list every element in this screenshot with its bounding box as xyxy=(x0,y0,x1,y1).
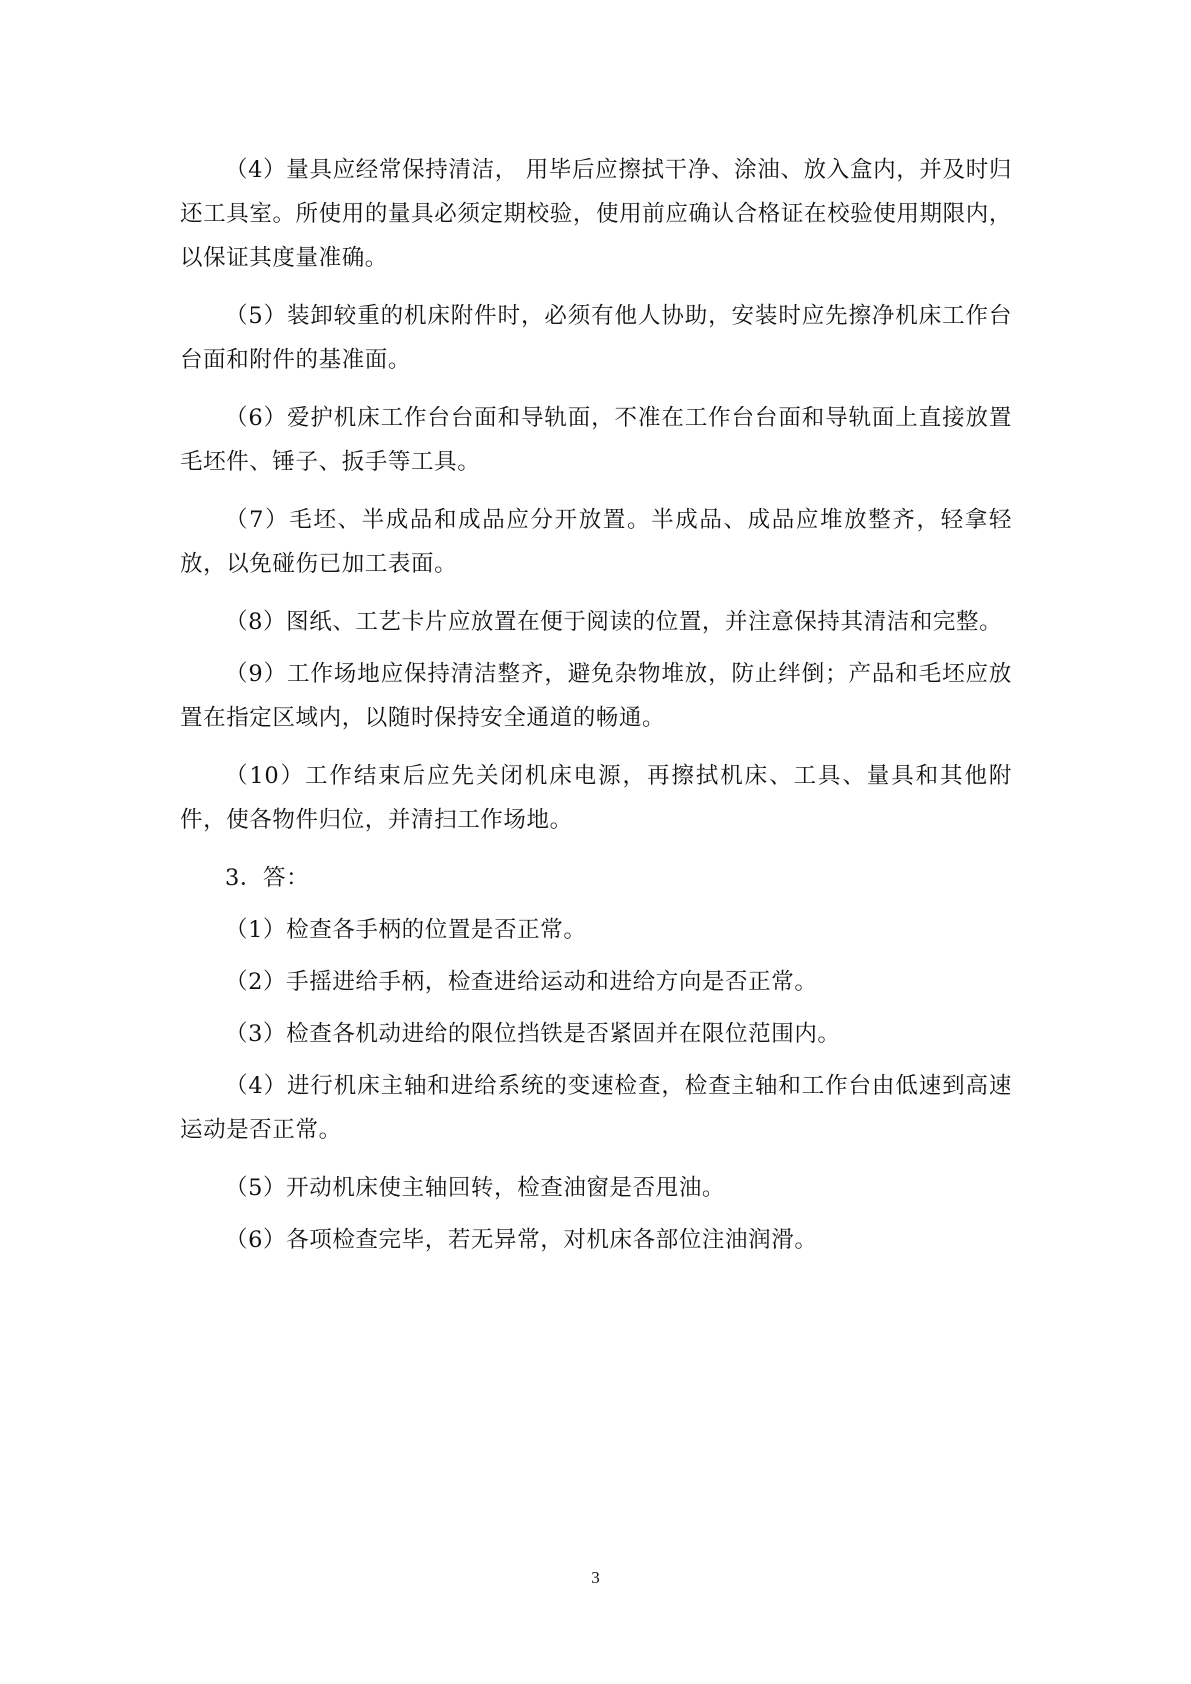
check-item-6: （6）各项检查完毕，若无异常，对机床各部位注油润滑。 xyxy=(225,1227,818,1253)
paragraph-item-4: （4）量具应经常保持清洁， 用毕后应擦拭干净、涂油、放入盒内，并及时归还工具室。所使用的量具必须定期校验，使用前应确认合格证在校验使用期限内，以保证其度量准确。 xyxy=(180,157,1012,271)
check-item-2: （2）手摇进给手柄，检查进给运动和进给方向是否正常。 xyxy=(225,969,818,995)
check-item-4: （4）进行机床主轴和进给系统的变速检查，检查主轴和工作台由低速到高速运动是否正常。 xyxy=(180,1073,1012,1143)
page-number: 3 xyxy=(591,1568,600,1587)
paragraph-item-9: （9）工作场地应保持清洁整齐，避免杂物堆放，防止绊倒；产品和毛坯应放置在指定区域内，以随时保持安全通道的畅通。 xyxy=(180,661,1012,731)
paragraph-item-8: （8）图纸、工艺卡片应放置在便于阅读的位置，并注意保持其清洁和完整。 xyxy=(225,609,1003,635)
check-item-5: （5）开动机床使主轴回转，检查油窗是否甩油。 xyxy=(225,1175,726,1201)
answer-heading-3: 3．答： xyxy=(225,865,310,891)
check-item-1: （1）检查各手柄的位置是否正常。 xyxy=(225,917,587,943)
paragraph-item-6: （6）爱护机床工作台台面和导轨面，不准在工作台台面和导轨面上直接放置毛坯件、锤子、扳手等工具。 xyxy=(180,405,1012,475)
paragraph-item-7: （7）毛坯、半成品和成品应分开放置。半成品、成品应堆放整齐，轻拿轻放，以免碰伤已加工表面。 xyxy=(180,507,1012,577)
paragraph-item-5: （5）装卸较重的机床附件时，必须有他人协助，安装时应先擦净机床工作台台面和附件的基准面。 xyxy=(180,303,1012,373)
check-item-3: （3）检查各机动进给的限位挡铁是否紧固并在限位范围内。 xyxy=(225,1021,841,1047)
document-body xyxy=(180,148,1012,1270)
paragraph-item-10: （10）工作结束后应先关闭机床电源，再擦拭机床、工具、量具和其他附件，使各物件归位，并清扫工作场地。 xyxy=(180,763,1012,833)
